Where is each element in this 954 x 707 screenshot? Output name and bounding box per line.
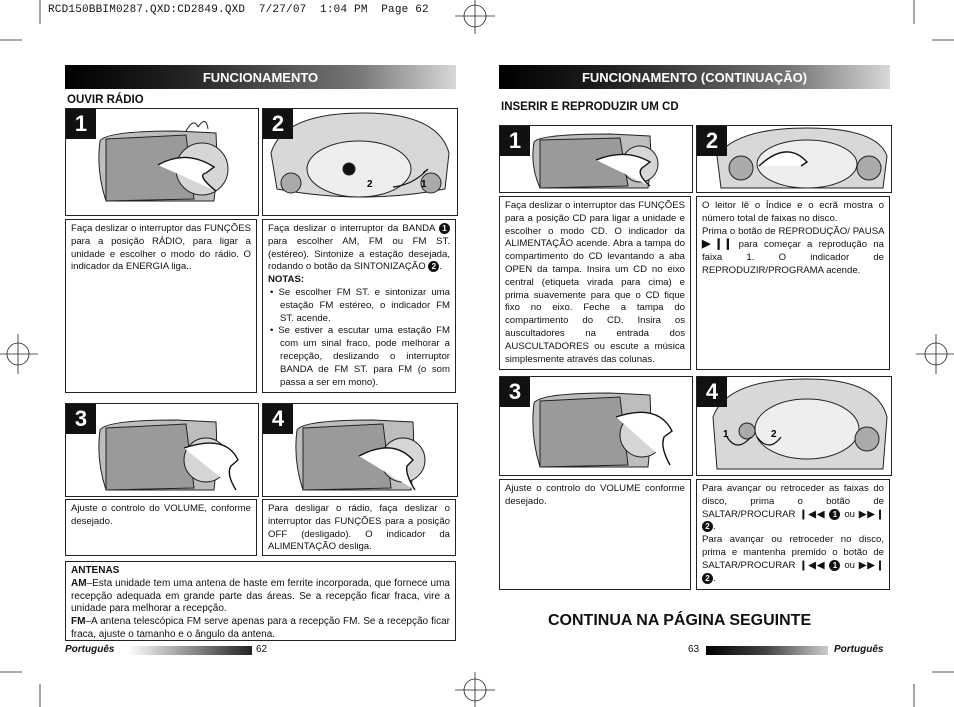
right-page-number: 63 [688, 644, 700, 655]
left-figure-3 [65, 403, 259, 497]
right-footer-language: Português [834, 644, 884, 655]
step-number: 1 [66, 109, 96, 139]
callout-2-icon: 2 [702, 573, 713, 584]
skip-forward-icon: ▶▶❙ [858, 508, 884, 520]
right-instruction-4: Para avançar ou retroceder as faixas do disco, prima o botão de SALTAR/PROCURAR ❙◀◀ 1 ou ▶▶❙ 2 . Para avançar ou retroceder no disco, prima e mantenha premido o botão de SALTAR/PROCURAR ❙◀◀ 1 ou ▶▶❙ 2 . [696, 479, 890, 590]
instruction-text: Faça deslizar o interruptor das FUNÇÕES para a posição CD para ligar a unidade e escolher o modo CD. O indicador da ALIMENTAÇÃO acende. Abra a tampa do compartimento do CD levantando a aba OPEN da tampa. Insira um CD no eixo central (etiqueta virada para cima) e prima suavemente para que o CD fique fixo no eixo. Feche a tampa do compartimento do CD. Insira os auscultadores na entrada dos AUSCULTADORES ou escute a música simplesmente através das colunas. [505, 200, 685, 365]
left-figure-2 [262, 108, 458, 216]
right-figure-4 [696, 376, 892, 476]
play-pause-icon: ▶❙❙ [702, 238, 733, 251]
note-item: • Se escolher FM ST. e sintonizar uma estação FM estéreo, o indicador FM ST. acende. [270, 287, 450, 324]
right-instruction-1 [499, 196, 691, 370]
step-number: 2 [263, 109, 293, 139]
right-subheading: INSERIR E REPRODUZIR UM CD [501, 101, 679, 113]
callout-1-icon: 1 [829, 560, 840, 571]
print-slug: RCD150BBIM0287.QXD:CD2849.QXD 7/27/07 1:04 PM Page 62 [48, 4, 429, 16]
instruction-text: Para desligar o rádio, faça deslizar o interruptor das FUNÇÕES para a posição OFF (desligado). O indicador da ALIMENTAÇÃO desliga. [268, 503, 450, 553]
instruction-text: Ajuste o controlo do VOLUME, conforme desejado. [71, 503, 251, 527]
instruction-text: Faça deslizar o interruptor das FUNÇÕES para a posição RÁDIO, para ligar a unidade e escolher o modo do rádio. O indicador da ENERGIA liga.. [71, 223, 251, 273]
left-instruction-3 [65, 499, 257, 556]
left-page-number: 62 [256, 644, 268, 655]
callout-2: 2 [367, 179, 373, 190]
instruction-text: Ajuste o controlo do VOLUME conforme desejado. [505, 483, 685, 507]
right-header-title: FUNCIONAMENTO (CONTINUAÇÃO) [581, 69, 808, 85]
antenna-title: ANTENAS [71, 565, 120, 576]
step-number: 4 [263, 404, 293, 434]
skip-back-icon: ❙◀◀ [799, 508, 826, 520]
left-header-bar [65, 65, 456, 89]
left-subheading: OUVIR RÁDIO [67, 94, 144, 106]
right-figure-3 [499, 376, 693, 476]
instruction-text: O leitor lê o Índice e o ecrã mostra o número total de faixas no disco. [702, 200, 884, 224]
antenna-box [65, 561, 456, 641]
callout-1: 1 [723, 429, 729, 440]
right-instruction-2 [696, 196, 890, 370]
instruction-text: Faça deslizar o interruptor da BANDA [268, 223, 435, 235]
instruction-text: Prima o botão de REPRODUÇÃO/ PAUSA [702, 225, 884, 237]
note-item: • Se estiver a escutar uma estação FM com um sinal fraco, pode melhorar a recepção, deslizando o interruptor BANDA de FM ST. para FM (o som passa a ser em mono). [270, 325, 450, 388]
left-header-title: FUNCIONAMENTO [202, 69, 319, 85]
callout-2-icon: 2 [428, 261, 439, 272]
am-label: AM [71, 577, 87, 589]
instruction-text: para começar a reprodução na faixa 1. O indicador de REPRODUZIR/PROGRAMA acende. [702, 239, 884, 276]
callout-2: 2 [771, 429, 777, 440]
left-footer-language: Português [65, 644, 115, 655]
instruction-text: Para avançar ou retroceder no disco, prima e mantenha premido o botão de SALTAR/PROCURAR [702, 534, 884, 571]
callout-1-icon: 1 [829, 509, 840, 520]
callout-1: 1 [421, 179, 427, 190]
left-figure-1 [65, 108, 259, 216]
callout-2-icon: 2 [702, 521, 713, 532]
skip-back-icon: ❙◀◀ [799, 559, 826, 571]
right-figure-2 [696, 125, 892, 193]
step-number: 2 [697, 126, 727, 156]
notes-label: NOTAS: [268, 274, 305, 286]
step-number: 1 [500, 126, 530, 156]
instruction-text: para escolher AM, FM ou FM ST. (estéreo). Sintonize a estação desejada, rodando o botão da SINTONIZAÇÃO [268, 235, 450, 273]
left-instruction-1 [65, 219, 257, 393]
fm-label: FM [71, 616, 86, 628]
am-text: –Esta unidade tem uma antena de haste em ferrite incorporada, que fornece uma recepção adequada em grande parte das áreas. Se a recepção ficar fraca, vire a unidade para melhorar a recepção. [71, 577, 450, 615]
instruction-text: Para avançar ou retroceder as faixas do disco, prima o botão de SALTAR/PROCURAR [702, 483, 884, 520]
left-figure-4 [262, 403, 458, 497]
callout-1-icon: 1 [439, 223, 450, 234]
skip-forward-icon: ▶▶❙ [858, 559, 884, 571]
right-header-bar [499, 65, 890, 89]
right-instruction-3 [499, 479, 691, 590]
step-number: 4 [697, 377, 727, 407]
left-instruction-4 [262, 499, 456, 556]
fm-text: –A antena telescópica FM serve apenas para a recepção FM. Se a recepção ficar fraca, ajuste o tamanho e o ângulo da antena. [71, 616, 450, 640]
left-footer-bar [128, 646, 252, 655]
left-instruction-2: Faça deslizar o interruptor da BANDA 1 para escolher AM, FM ou FM ST. (estéreo). Sintonize a estação desejada, rodando o botão da SINTONIZAÇÃO 2 . NOTAS: • Se escolher FM ST. e sintonizar uma estação FM estéreo, o indicador FM ST. acende. • Se estiver a escutar uma estação FM com um sinal fraco, pode melhorar a recepção, deslizando o interruptor BANDA de FM ST. para FM (o som passa a ser em mono). [262, 219, 456, 393]
right-figure-1 [499, 125, 693, 193]
right-footer-bar [706, 646, 828, 655]
step-number: 3 [66, 404, 96, 434]
continue-notice: CONTINUA NA PÁGINA SEGUINTE [548, 612, 812, 629]
step-number: 3 [500, 377, 530, 407]
